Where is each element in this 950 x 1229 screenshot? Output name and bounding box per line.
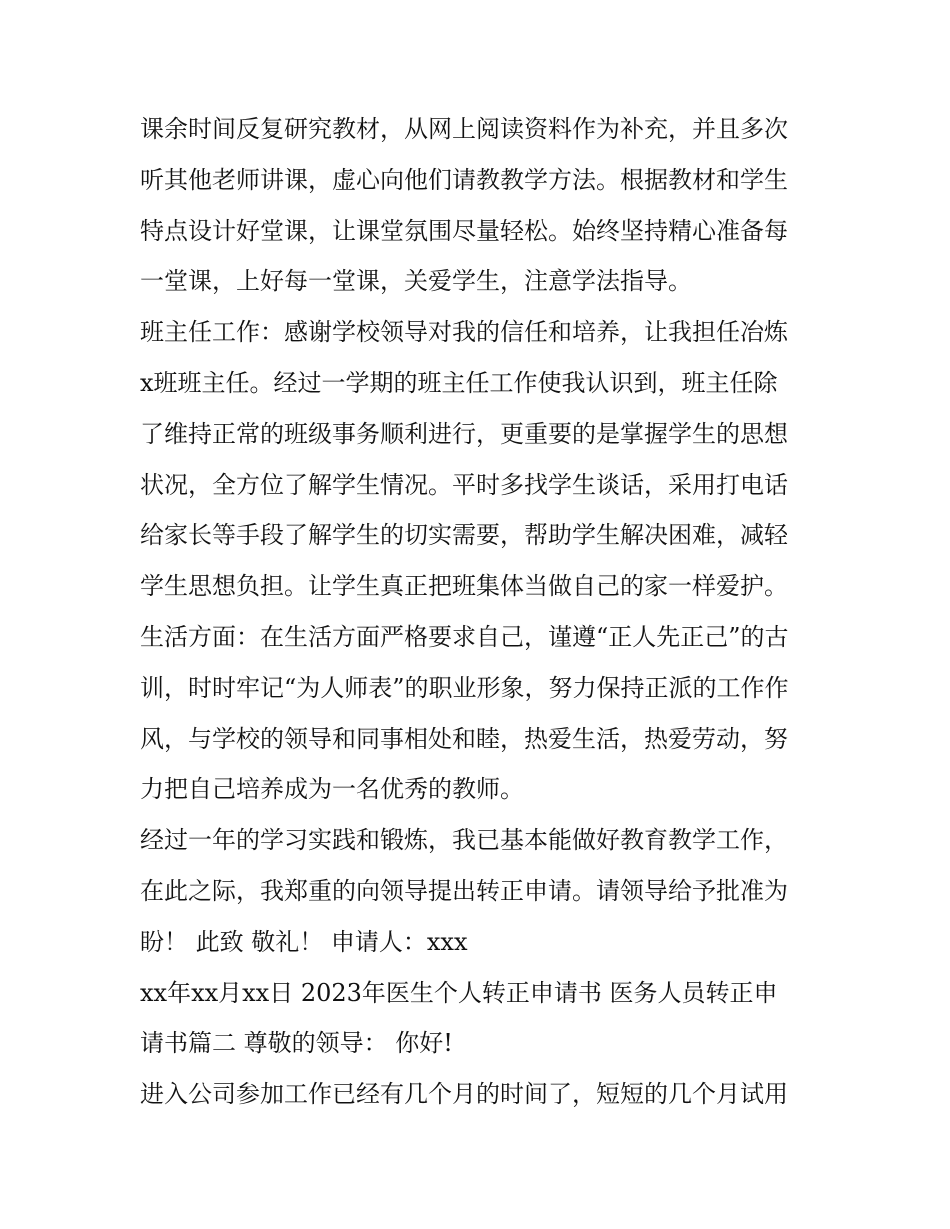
text-line: 盼！ 此致 敬礼！ 申请人：xxx [140, 927, 468, 956]
text-line: 学生思想负担。让学生真正把班集体当做自己的家一样爱护。 [140, 572, 788, 601]
paragraph-intro-second [140, 1069, 830, 1120]
paragraph-date-title [140, 968, 830, 1070]
text-line: 听其他老师讲课，虚心向他们请教教学方法。根据教材和学生 [140, 165, 788, 194]
text-line: 生活方面：在生活方面严格要求自己，谨遵“正人先正己”的古 [140, 622, 789, 651]
text-line: 班主任工作：感谢学校领导对我的信任和培养，让我担任冶炼 [140, 318, 788, 347]
text-line: 经过一年的学习实践和锻炼，我已基本能做好教育教学工作， [140, 826, 788, 855]
text-line: 在此之际，我郑重的向领导提出转正申请。请领导给予批准为 [140, 876, 788, 905]
paragraph-life [140, 612, 830, 815]
paragraph-teaching [140, 104, 830, 307]
text-line: x班班主任。经过一学期的班主任工作使我认识到，班主任除 [140, 368, 778, 397]
text-line: 了维持正常的班级事务顺利进行，更重要的是掌握学生的思想 [140, 419, 788, 448]
text-line: 一堂课，上好每一堂课，关爱学生，注意学法指导。 [140, 267, 692, 296]
text-line: 训，时时牢记“为人师表”的职业形象，努力保持正派的工作作 [140, 673, 789, 702]
text-line: 力把自己培养成为一名优秀的教师。 [140, 775, 524, 804]
text-line: 课余时间反复研究教材，从网上阅读资料作为补充，并且多次 [140, 115, 788, 143]
paragraph-conclusion [140, 815, 830, 967]
text-line: 进入公司参加工作已经有几个月的时间了，短短的几个月试用 [140, 1080, 788, 1109]
text-line: 风，与学校的领导和同事相处和睦，热爱生活，热爱劳动，努 [140, 724, 788, 753]
document-page [140, 104, 830, 1120]
paragraph-class-teacher [140, 307, 830, 612]
text-line: 给家长等手段了解学生的切实需要，帮助学生解决困难，减轻 [140, 521, 788, 550]
text-line: 状况，全方位了解学生情况。平时多找学生谈话，采用打电话 [140, 470, 788, 499]
text-line: 特点设计好堂课，让课堂氛围尽量轻松。始终坚持精心准备每 [140, 216, 788, 245]
text-line: xx年xx月xx日 2023年医生个人转正申请书 医务人员转正申 [140, 978, 778, 1007]
text-line: 请书篇二 尊敬的领导： 你好! [140, 1029, 453, 1058]
